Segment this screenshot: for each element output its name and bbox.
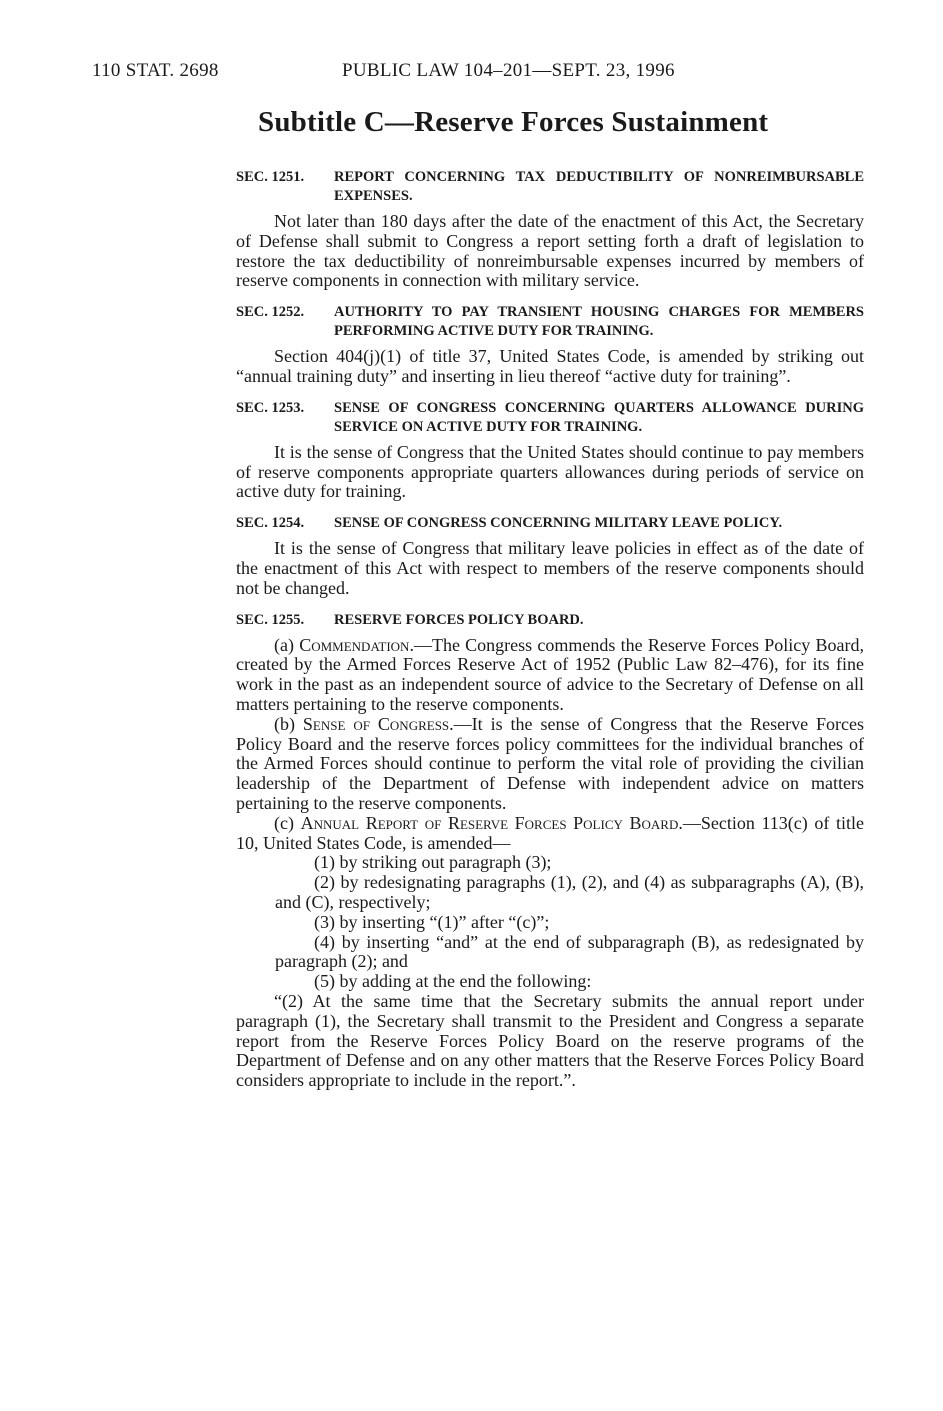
subsection-heading: Annual Report of Reserve Forces Policy Board. [300, 812, 683, 833]
section-number: SEC. 1251. [236, 169, 305, 185]
section-number: SEC. 1252. [236, 304, 305, 321]
subsection-a [236, 636, 864, 715]
subsection-b [236, 715, 864, 814]
section-title: SENSE OF CONGRESS CONCERNING QUARTERS ALLOWANCE DURING SERVICE ON ACTIVE DUTY FOR TRAINING. [334, 399, 864, 435]
section-1251-text: Not later than 180 days after the date of the enactment of this Act, the Secretary of Defense shall submit to Congress a report setting forth a draft of legislation to restore the tax deductibility of nonreimbursable expenses incurred by members of reserve components in connection with military service. [236, 211, 864, 291]
inserted-paragraph-quote: “(2) At the same time that the Secretary submits the annual report under paragraph (1), the Secretary shall transmit to the President and Congress a separate report from the Reserve Forces Policy Board on the reserve programs of the Department of Defense and on any other matters that the Reserve Forces Policy Board considers appropriate to include in the report.”. [236, 990, 864, 1091]
section-1252-text: Section 404(j)(1) of title 37, United States Code, is amended by striking out “annual training duty” and inserting in lieu thereof “active duty for training”. [236, 346, 864, 386]
section-1252-heading [236, 303, 864, 341]
subsection-label: (c) [274, 812, 301, 833]
statute-page-number: 110 STAT. 2698 [92, 60, 219, 81]
document-body [236, 168, 864, 1091]
subsection-text: —It is the sense of Congress that the Reserve Forces Policy Board and the reserve forces policy committees for the individual branches of the Armed Forces should continue to perform the vital role of providing the civilian leadership of the Department of Defense with independent advice on matters pertaining to the reserve components. [236, 713, 864, 813]
section-title: RESERVE FORCES POLICY BOARD. [334, 611, 584, 628]
section-title: SENSE OF CONGRESS CONCERNING MILITARY LEAVE POLICY. [334, 515, 783, 532]
section-number: SEC. 1253. [236, 399, 305, 416]
amendment-item-5: (5) by adding at the end the following: [314, 971, 592, 992]
section-1254-heading [236, 514, 864, 533]
subsection-c [236, 814, 864, 854]
section-1253-text: It is the sense of Congress that the United States should continue to pay members of reserve components appropriate quarters allowances during periods of service on active duty for training. [236, 441, 864, 502]
subsection-text: —Section 113(c) of title 10, United States Code, is amended— [236, 812, 864, 853]
section-1253-heading [236, 399, 864, 437]
subsection-label: (a) [274, 634, 300, 655]
section-1255-heading [236, 611, 864, 630]
subtitle-heading: Subtitle C—Reserve Forces Sustainment [258, 106, 769, 138]
amendment-item-2: (2) by redesignating paragraphs (1), (2), and (4) as subparagraphs (A), (B), and (C), respectively; [275, 872, 864, 912]
section-number: SEC. 1254. [236, 515, 305, 532]
public-law-citation: PUBLIC LAW 104–201—SEPT. 23, 1996 [342, 60, 675, 81]
subsection-label: (b) [274, 713, 303, 734]
amendment-item-4: (4) by inserting “and” at the end of subparagraph (B), as redesignated by paragraph (2); and [275, 931, 864, 972]
section-title: REPORT CONCERNING TAX DEDUCTIBILITY OF NONREIMBURSABLE EXPENSES. [334, 169, 864, 204]
subsection-text: —The Congress commends the Reserve Forces Policy Board, created by the Armed Forces Reserve Act of 1952 (Public Law 82–476), for its fine work in the past as an independent source of advice to the Secretary of Defense on all matters pertaining to the reserve components. [236, 634, 864, 714]
section-number: SEC. 1255. [236, 611, 305, 628]
subsection-heading: Sense of Congress. [302, 713, 454, 734]
subsection-heading: Commendation. [299, 634, 414, 655]
amendment-item-1: (1) by striking out paragraph (3); [314, 852, 552, 873]
section-1251-heading [236, 168, 864, 206]
amendment-item-3: (3) by inserting “(1)” after “(c)”; [314, 911, 550, 932]
section-title: AUTHORITY TO PAY TRANSIENT HOUSING CHARGES FOR MEMBERS PERFORMING ACTIVE DUTY FOR TRAINING. [334, 304, 864, 340]
section-1254-text: It is the sense of Congress that military leave policies in effect as of the date of the enactment of this Act with respect to members of the reserve components should not be changed. [236, 538, 864, 598]
